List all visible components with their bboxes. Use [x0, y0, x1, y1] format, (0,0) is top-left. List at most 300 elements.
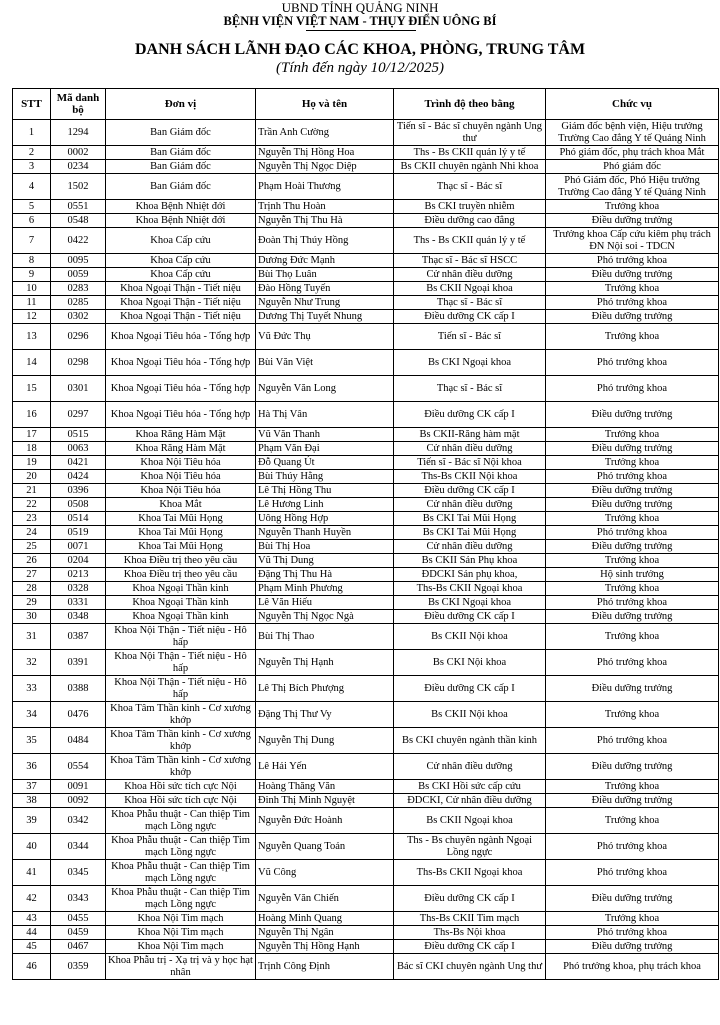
- cell-don-vi: Khoa Tâm Thần kinh - Cơ xương khớp: [106, 702, 256, 728]
- cell-ho-ten: Nguyễn Thị Ngọc Ngà: [256, 610, 394, 624]
- cell-ma-danh-bo: 0515: [51, 428, 106, 442]
- cell-stt: 37: [13, 780, 51, 794]
- cell-don-vi: Khoa Nội Tiêu hóa: [106, 484, 256, 498]
- cell-ho-ten: Lê Thị Hồng Thu: [256, 484, 394, 498]
- table-row: [13, 940, 719, 954]
- cell-ho-ten: Nguyễn Thị Hạnh: [256, 650, 394, 676]
- cell-trinh-do: Điều dưỡng CK cấp I: [394, 484, 546, 498]
- table-header-row: [13, 89, 719, 120]
- cell-don-vi: Khoa Ngoại Thần kinh: [106, 596, 256, 610]
- cell-ma-danh-bo: 0002: [51, 146, 106, 160]
- cell-trinh-do: Bs CKI Hồi sức cấp cứu: [394, 780, 546, 794]
- cell-ho-ten: Nguyễn Văn Long: [256, 376, 394, 402]
- cell-ho-ten: Nguyễn Thị Dung: [256, 728, 394, 754]
- cell-trinh-do: Thạc sĩ - Bác sĩ: [394, 376, 546, 402]
- table-row: [13, 442, 719, 456]
- cell-ma-danh-bo: 0476: [51, 702, 106, 728]
- cell-don-vi: Khoa Tai Mũi Họng: [106, 512, 256, 526]
- table-row: [13, 324, 719, 350]
- cell-ma-danh-bo: 0213: [51, 568, 106, 582]
- table-row: [13, 702, 719, 728]
- cell-trinh-do: Tiến sĩ - Bác sĩ: [394, 324, 546, 350]
- cell-trinh-do: Bs CKII chuyên ngành Nhi khoa: [394, 160, 546, 174]
- cell-trinh-do: Thạc sĩ - Bác sĩ: [394, 174, 546, 200]
- cell-ma-danh-bo: 0331: [51, 596, 106, 610]
- cell-stt: 3: [13, 160, 51, 174]
- cell-stt: 38: [13, 794, 51, 808]
- cell-don-vi: Ban Giám đốc: [106, 174, 256, 200]
- cell-stt: 23: [13, 512, 51, 526]
- cell-stt: 41: [13, 860, 51, 886]
- cell-chuc-vu: Phó trưởng khoa: [546, 470, 719, 484]
- cell-ho-ten: Nguyễn Thị Ngân: [256, 926, 394, 940]
- cell-trinh-do: Ths-Bs CKII Ngoại khoa: [394, 860, 546, 886]
- cell-ho-ten: Đặng Thị Thư Vy: [256, 702, 394, 728]
- cell-don-vi: Khoa Phẫu thuật - Can thiệp Tim mạch Lồng ngực: [106, 834, 256, 860]
- table-row: [13, 350, 719, 376]
- cell-ma-danh-bo: 0344: [51, 834, 106, 860]
- cell-chuc-vu: Trưởng khoa: [546, 780, 719, 794]
- cell-ma-danh-bo: 1294: [51, 120, 106, 146]
- cell-stt: 13: [13, 324, 51, 350]
- cell-stt: 40: [13, 834, 51, 860]
- table-row: [13, 912, 719, 926]
- cell-don-vi: Khoa Cấp cứu: [106, 268, 256, 282]
- table-row: [13, 728, 719, 754]
- cell-trinh-do: Bs CKII Sản Phụ khoa: [394, 554, 546, 568]
- cell-stt: 24: [13, 526, 51, 540]
- cell-ma-danh-bo: 0424: [51, 470, 106, 484]
- cell-ho-ten: Bùi Văn Việt: [256, 350, 394, 376]
- cell-ho-ten: Trần Anh Cường: [256, 120, 394, 146]
- cell-chuc-vu: Điều dưỡng trưởng: [546, 268, 719, 282]
- cell-ma-danh-bo: 1502: [51, 174, 106, 200]
- cell-stt: 39: [13, 808, 51, 834]
- table-row: [13, 200, 719, 214]
- cell-trinh-do: Tiến sĩ - Bác sĩ chuyên ngành Ung thư: [394, 120, 546, 146]
- column-header-trinh-do: Trình độ theo bằng: [394, 89, 546, 120]
- column-header-chuc-vu: Chức vụ: [546, 89, 719, 120]
- table-row: [13, 146, 719, 160]
- cell-ma-danh-bo: 0283: [51, 282, 106, 296]
- cell-ma-danh-bo: 0459: [51, 926, 106, 940]
- cell-stt: 14: [13, 350, 51, 376]
- cell-don-vi: Khoa Tâm Thần kinh - Cơ xương khớp: [106, 754, 256, 780]
- cell-stt: 33: [13, 676, 51, 702]
- cell-don-vi: Khoa Hồi sức tích cực Nội: [106, 780, 256, 794]
- cell-stt: 46: [13, 954, 51, 980]
- cell-stt: 17: [13, 428, 51, 442]
- cell-ma-danh-bo: 0342: [51, 808, 106, 834]
- cell-ma-danh-bo: 0343: [51, 886, 106, 912]
- cell-chuc-vu: Điều dưỡng trưởng: [546, 794, 719, 808]
- cell-chuc-vu: Trưởng khoa: [546, 624, 719, 650]
- cell-chuc-vu: Điều dưỡng trưởng: [546, 214, 719, 228]
- cell-chuc-vu: Trưởng khoa: [546, 582, 719, 596]
- cell-stt: 26: [13, 554, 51, 568]
- table-body: [13, 120, 719, 980]
- cell-trinh-do: Ths-Bs CKII Tim mạch: [394, 912, 546, 926]
- table-row: [13, 568, 719, 582]
- cell-ma-danh-bo: 0421: [51, 456, 106, 470]
- cell-ho-ten: Phạm Hoài Thương: [256, 174, 394, 200]
- cell-ho-ten: Trịnh Thu Hoàn: [256, 200, 394, 214]
- cell-ho-ten: Uông Hồng Hợp: [256, 512, 394, 526]
- cell-ho-ten: Bùi Thị Thao: [256, 624, 394, 650]
- cell-ma-danh-bo: 0387: [51, 624, 106, 650]
- cell-ho-ten: Nguyễn Như Trung: [256, 296, 394, 310]
- table-row: [13, 650, 719, 676]
- cell-stt: 22: [13, 498, 51, 512]
- cell-chuc-vu: Trưởng khoa: [546, 456, 719, 470]
- table-row: [13, 254, 719, 268]
- cell-ho-ten: Vũ Thị Dung: [256, 554, 394, 568]
- cell-ho-ten: Trịnh Công Định: [256, 954, 394, 980]
- cell-stt: 35: [13, 728, 51, 754]
- cell-trinh-do: Cử nhân điều dưỡng: [394, 442, 546, 456]
- cell-trinh-do: Bs CKII Ngoại khoa: [394, 808, 546, 834]
- cell-ho-ten: Đoàn Thị Thúy Hồng: [256, 228, 394, 254]
- column-header-ho-ten: Họ và tên: [256, 89, 394, 120]
- cell-ma-danh-bo: 0298: [51, 350, 106, 376]
- cell-trinh-do: Bs CKI Tai Mũi Họng: [394, 512, 546, 526]
- cell-stt: 29: [13, 596, 51, 610]
- cell-ho-ten: Nguyễn Thị Hồng Hoa: [256, 146, 394, 160]
- cell-trinh-do: Thạc sĩ - Bác sĩ: [394, 296, 546, 310]
- cell-don-vi: Khoa Cấp cứu: [106, 228, 256, 254]
- cell-stt: 11: [13, 296, 51, 310]
- cell-ma-danh-bo: 0204: [51, 554, 106, 568]
- cell-trinh-do: Ths-Bs CKII Ngoại khoa: [394, 582, 546, 596]
- cell-don-vi: Khoa Nội Thận - Tiết niệu - Hô hấp: [106, 650, 256, 676]
- cell-trinh-do: Điều dưỡng CK cấp I: [394, 610, 546, 624]
- cell-stt: 8: [13, 254, 51, 268]
- table-row: [13, 860, 719, 886]
- cell-stt: 2: [13, 146, 51, 160]
- leaders-table: [12, 88, 719, 980]
- cell-stt: 7: [13, 228, 51, 254]
- table-row: [13, 484, 719, 498]
- cell-ma-danh-bo: 0548: [51, 214, 106, 228]
- cell-chuc-vu: Giám đốc bệnh viện, Hiệu trưởng Trường Cao đẳng Y tế Quảng Ninh: [546, 120, 719, 146]
- cell-ho-ten: Đặng Thị Thu Hà: [256, 568, 394, 582]
- cell-stt: 28: [13, 582, 51, 596]
- cell-ho-ten: Vũ Công: [256, 860, 394, 886]
- cell-trinh-do: Điều dưỡng CK cấp I: [394, 310, 546, 324]
- cell-trinh-do: Bs CKII-Răng hàm mặt: [394, 428, 546, 442]
- cell-chuc-vu: Phó trưởng khoa: [546, 350, 719, 376]
- cell-chuc-vu: Trưởng khoa: [546, 282, 719, 296]
- cell-ma-danh-bo: 0092: [51, 794, 106, 808]
- cell-ho-ten: Nguyễn Thị Hồng Hạnh: [256, 940, 394, 954]
- cell-trinh-do: Cử nhân điều dưỡng: [394, 268, 546, 282]
- cell-ho-ten: Dương Thị Tuyết Nhung: [256, 310, 394, 324]
- cell-don-vi: Khoa Cấp cứu: [106, 254, 256, 268]
- cell-chuc-vu: Phó Giám đốc, Phó Hiệu trưởng Trường Cao đẳng Y tế Quảng Ninh: [546, 174, 719, 200]
- cell-trinh-do: Ths-Bs Nội khoa: [394, 926, 546, 940]
- cell-don-vi: Khoa Điều trị theo yêu cầu: [106, 554, 256, 568]
- cell-don-vi: Khoa Tai Mũi Họng: [106, 526, 256, 540]
- cell-ma-danh-bo: 0091: [51, 780, 106, 794]
- cell-ma-danh-bo: 0514: [51, 512, 106, 526]
- cell-chuc-vu: Trưởng khoa Cấp cứu kiêm phụ trách ĐN Nội soi - TDCN: [546, 228, 719, 254]
- cell-ma-danh-bo: 0554: [51, 754, 106, 780]
- cell-stt: 27: [13, 568, 51, 582]
- cell-ma-danh-bo: 0302: [51, 310, 106, 324]
- cell-ma-danh-bo: 0551: [51, 200, 106, 214]
- table-row: [13, 540, 719, 554]
- cell-ho-ten: Vũ Văn Thanh: [256, 428, 394, 442]
- table-row: [13, 456, 719, 470]
- table-row: [13, 296, 719, 310]
- hospital-name: BỆNH VIỆN VIỆT NAM - THỤY ĐIỂN UÔNG BÍ: [223, 14, 497, 28]
- cell-chuc-vu: Điều dưỡng trưởng: [546, 484, 719, 498]
- table-row: [13, 228, 719, 254]
- table-row: [13, 886, 719, 912]
- cell-ho-ten: Đỗ Quang Út: [256, 456, 394, 470]
- cell-trinh-do: Điều dưỡng CK cấp I: [394, 676, 546, 702]
- table-row: [13, 926, 719, 940]
- cell-don-vi: Khoa Ngoại Tiêu hóa - Tổng hợp: [106, 402, 256, 428]
- cell-ma-danh-bo: 0059: [51, 268, 106, 282]
- cell-trinh-do: Thạc sĩ - Bác sĩ HSCC: [394, 254, 546, 268]
- table-row: [13, 526, 719, 540]
- cell-don-vi: Khoa Nội Tim mạch: [106, 926, 256, 940]
- table-row: [13, 554, 719, 568]
- cell-don-vi: Khoa Bệnh Nhiệt đới: [106, 200, 256, 214]
- cell-chuc-vu: Điều dưỡng trưởng: [546, 886, 719, 912]
- cell-don-vi: Khoa Nội Tim mạch: [106, 940, 256, 954]
- column-header-stt: STT: [13, 89, 51, 120]
- cell-chuc-vu: Phó trưởng khoa: [546, 296, 719, 310]
- cell-chuc-vu: Điều dưỡng trưởng: [546, 610, 719, 624]
- cell-trinh-do: Bs CKI Ngoại khoa: [394, 350, 546, 376]
- cell-ho-ten: Hoàng Thăng Văn: [256, 780, 394, 794]
- cell-ma-danh-bo: 0484: [51, 728, 106, 754]
- cell-don-vi: Khoa Phẫu trị - Xạ trị và y học hạt nhân: [106, 954, 256, 980]
- cell-ho-ten: Phạm Văn Đại: [256, 442, 394, 456]
- cell-ho-ten: Nguyễn Đức Hoành: [256, 808, 394, 834]
- cell-trinh-do: Bs CKI Nội khoa: [394, 650, 546, 676]
- cell-trinh-do: Cử nhân điều dưỡng: [394, 498, 546, 512]
- table-row: [13, 402, 719, 428]
- cell-ma-danh-bo: 0396: [51, 484, 106, 498]
- cell-ma-danh-bo: 0348: [51, 610, 106, 624]
- table-row: [13, 160, 719, 174]
- cell-chuc-vu: Phó giám đốc: [546, 160, 719, 174]
- cell-trinh-do: ĐDCKI Sản phụ khoa,: [394, 568, 546, 582]
- cell-chuc-vu: Điều dưỡng trưởng: [546, 310, 719, 324]
- cell-trinh-do: Điều dưỡng CK cấp I: [394, 886, 546, 912]
- cell-don-vi: Khoa Phẫu thuật - Can thiệp Tim mạch Lồng ngực: [106, 860, 256, 886]
- cell-ho-ten: Lê Hương Linh: [256, 498, 394, 512]
- cell-don-vi: Khoa Bệnh Nhiệt đới: [106, 214, 256, 228]
- cell-chuc-vu: Trưởng khoa: [546, 554, 719, 568]
- cell-don-vi: Khoa Nội Tiêu hóa: [106, 456, 256, 470]
- cell-chuc-vu: Điều dưỡng trưởng: [546, 498, 719, 512]
- cell-stt: 42: [13, 886, 51, 912]
- cell-ma-danh-bo: 0345: [51, 860, 106, 886]
- table-row: [13, 610, 719, 624]
- cell-ho-ten: Dương Đức Mạnh: [256, 254, 394, 268]
- cell-trinh-do: Điều dưỡng CK cấp I: [394, 402, 546, 428]
- cell-ho-ten: Phạm Minh Phương: [256, 582, 394, 596]
- cell-chuc-vu: Trưởng khoa: [546, 324, 719, 350]
- table-row: [13, 834, 719, 860]
- cell-don-vi: Khoa Ngoại Thận - Tiết niệu: [106, 296, 256, 310]
- cell-trinh-do: ĐDCKI, Cử nhân điều dưỡng: [394, 794, 546, 808]
- cell-ma-danh-bo: 0234: [51, 160, 106, 174]
- cell-stt: 31: [13, 624, 51, 650]
- cell-ho-ten: Hà Thị Vân: [256, 402, 394, 428]
- document-subtitle: (Tính đến ngày 10/12/2025): [276, 60, 444, 76]
- cell-stt: 21: [13, 484, 51, 498]
- cell-ma-danh-bo: 0285: [51, 296, 106, 310]
- cell-ho-ten: Bùi Thị Hoa: [256, 540, 394, 554]
- cell-trinh-do: Ths-Bs CKII Nội khoa: [394, 470, 546, 484]
- cell-don-vi: Khoa Mắt: [106, 498, 256, 512]
- cell-don-vi: Khoa Ngoại Tiêu hóa - Tổng hợp: [106, 376, 256, 402]
- cell-chuc-vu: Trưởng khoa: [546, 200, 719, 214]
- cell-ma-danh-bo: 0422: [51, 228, 106, 254]
- cell-ho-ten: Lê Hải Yến: [256, 754, 394, 780]
- cell-ho-ten: Nguyễn Thị Thu Hà: [256, 214, 394, 228]
- cell-stt: 6: [13, 214, 51, 228]
- cell-chuc-vu: Trưởng khoa: [546, 808, 719, 834]
- table-row: [13, 676, 719, 702]
- cell-don-vi: Khoa Ngoại Thận - Tiết niệu: [106, 310, 256, 324]
- cell-don-vi: Khoa Ngoại Thần kinh: [106, 610, 256, 624]
- cell-stt: 15: [13, 376, 51, 402]
- cell-ma-danh-bo: 0063: [51, 442, 106, 456]
- cell-stt: 43: [13, 912, 51, 926]
- table-row: [13, 282, 719, 296]
- cell-don-vi: Khoa Hồi sức tích cực Nội: [106, 794, 256, 808]
- cell-chuc-vu: Điều dưỡng trưởng: [546, 676, 719, 702]
- cell-don-vi: Khoa Nội Tiêu hóa: [106, 470, 256, 484]
- cell-chuc-vu: Phó trưởng khoa: [546, 596, 719, 610]
- document-title: DANH SÁCH LÃNH ĐẠO CÁC KHOA, PHÒNG, TRUNG TÂM: [134, 41, 586, 58]
- cell-chuc-vu: Điều dưỡng trưởng: [546, 940, 719, 954]
- cell-ma-danh-bo: 0301: [51, 376, 106, 402]
- cell-stt: 1: [13, 120, 51, 146]
- table-row: [13, 214, 719, 228]
- cell-trinh-do: Tiến sĩ - Bác sĩ Nội khoa: [394, 456, 546, 470]
- cell-don-vi: Khoa Nội Tim mạch: [106, 912, 256, 926]
- column-header-ma-danh-bo: Mã danh bộ: [51, 89, 106, 120]
- cell-trinh-do: Bs CKI Ngoại khoa: [394, 596, 546, 610]
- cell-ma-danh-bo: 0519: [51, 526, 106, 540]
- table-row: [13, 780, 719, 794]
- cell-chuc-vu: Phó trưởng khoa: [546, 650, 719, 676]
- cell-don-vi: Khoa Nội Thận - Tiết niệu - Hô hấp: [106, 624, 256, 650]
- cell-stt: 18: [13, 442, 51, 456]
- cell-don-vi: Ban Giám đốc: [106, 146, 256, 160]
- cell-ho-ten: Lê Văn Hiếu: [256, 596, 394, 610]
- cell-ho-ten: Bùi Thọ Luân: [256, 268, 394, 282]
- cell-stt: 34: [13, 702, 51, 728]
- cell-chuc-vu: Phó giám đốc, phụ trách khoa Mắt: [546, 146, 719, 160]
- table-row: [13, 470, 719, 484]
- cell-chuc-vu: Điều dưỡng trưởng: [546, 540, 719, 554]
- cell-don-vi: Khoa Tâm Thần kinh - Cơ xương khớp: [106, 728, 256, 754]
- cell-ho-ten: Nguyễn Văn Chiến: [256, 886, 394, 912]
- header-underline: [306, 30, 416, 31]
- cell-trinh-do: Ths - Bs CKII quản lý y tế: [394, 146, 546, 160]
- cell-ho-ten: Bùi Thúy Hằng: [256, 470, 394, 484]
- cell-chuc-vu: Phó trưởng khoa, phụ trách khoa: [546, 954, 719, 980]
- cell-stt: 20: [13, 470, 51, 484]
- cell-ma-danh-bo: 0095: [51, 254, 106, 268]
- cell-chuc-vu: Phó trưởng khoa: [546, 926, 719, 940]
- cell-trinh-do: Bs CKII Ngoại khoa: [394, 282, 546, 296]
- cell-don-vi: Khoa Phẫu thuật - Can thiệp Tim mạch Lồng ngực: [106, 886, 256, 912]
- cell-stt: 16: [13, 402, 51, 428]
- cell-chuc-vu: Điều dưỡng trưởng: [546, 402, 719, 428]
- cell-trinh-do: Bs CKI Tai Mũi Họng: [394, 526, 546, 540]
- table-row: [13, 624, 719, 650]
- cell-don-vi: Khoa Ngoại Thận - Tiết niệu: [106, 282, 256, 296]
- table-row: [13, 808, 719, 834]
- cell-don-vi: Khoa Tai Mũi Họng: [106, 540, 256, 554]
- cell-stt: 32: [13, 650, 51, 676]
- cell-trinh-do: Cử nhân điều dưỡng: [394, 754, 546, 780]
- cell-stt: 4: [13, 174, 51, 200]
- cell-stt: 44: [13, 926, 51, 940]
- agency-name: UBND TỈNH QUẢNG NINH: [281, 0, 439, 15]
- cell-chuc-vu: Phó trưởng khoa: [546, 860, 719, 886]
- cell-don-vi: Khoa Răng Hàm Mặt: [106, 442, 256, 456]
- cell-ho-ten: Nguyễn Thị Ngọc Diệp: [256, 160, 394, 174]
- cell-ma-danh-bo: 0297: [51, 402, 106, 428]
- cell-trinh-do: Điều dưỡng CK cấp I: [394, 940, 546, 954]
- cell-chuc-vu: Điều dưỡng trưởng: [546, 442, 719, 456]
- cell-don-vi: Khoa Ngoại Thần kinh: [106, 582, 256, 596]
- cell-chuc-vu: Trưởng khoa: [546, 702, 719, 728]
- cell-chuc-vu: Trưởng khoa: [546, 428, 719, 442]
- table-row: [13, 512, 719, 526]
- cell-don-vi: Khoa Phẫu thuật - Can thiệp Tim mạch Lồng ngực: [106, 808, 256, 834]
- cell-chuc-vu: Phó trưởng khoa: [546, 526, 719, 540]
- cell-trinh-do: Bs CKI chuyên ngành thần kinh: [394, 728, 546, 754]
- cell-chuc-vu: Phó trưởng khoa: [546, 834, 719, 860]
- cell-trinh-do: Bs CKI truyền nhiễm: [394, 200, 546, 214]
- cell-ma-danh-bo: 0391: [51, 650, 106, 676]
- table-row: [13, 310, 719, 324]
- table-row: [13, 174, 719, 200]
- cell-stt: 45: [13, 940, 51, 954]
- cell-chuc-vu: Trưởng khoa: [546, 512, 719, 526]
- cell-ma-danh-bo: 0467: [51, 940, 106, 954]
- cell-chuc-vu: Điều dưỡng trưởng: [546, 754, 719, 780]
- table-row: [13, 954, 719, 980]
- table-row: [13, 582, 719, 596]
- table-row: [13, 596, 719, 610]
- cell-don-vi: Khoa Răng Hàm Mặt: [106, 428, 256, 442]
- cell-stt: 10: [13, 282, 51, 296]
- cell-ma-danh-bo: 0328: [51, 582, 106, 596]
- cell-trinh-do: Bs CKII Nội khoa: [394, 702, 546, 728]
- table-row: [13, 376, 719, 402]
- cell-ma-danh-bo: 0388: [51, 676, 106, 702]
- cell-chuc-vu: Phó trưởng khoa: [546, 254, 719, 268]
- cell-ho-ten: Đinh Thị Minh Nguyệt: [256, 794, 394, 808]
- cell-ma-danh-bo: 0296: [51, 324, 106, 350]
- table-row: [13, 428, 719, 442]
- cell-stt: 30: [13, 610, 51, 624]
- cell-chuc-vu: Phó trưởng khoa: [546, 376, 719, 402]
- cell-ho-ten: Hoàng Minh Quang: [256, 912, 394, 926]
